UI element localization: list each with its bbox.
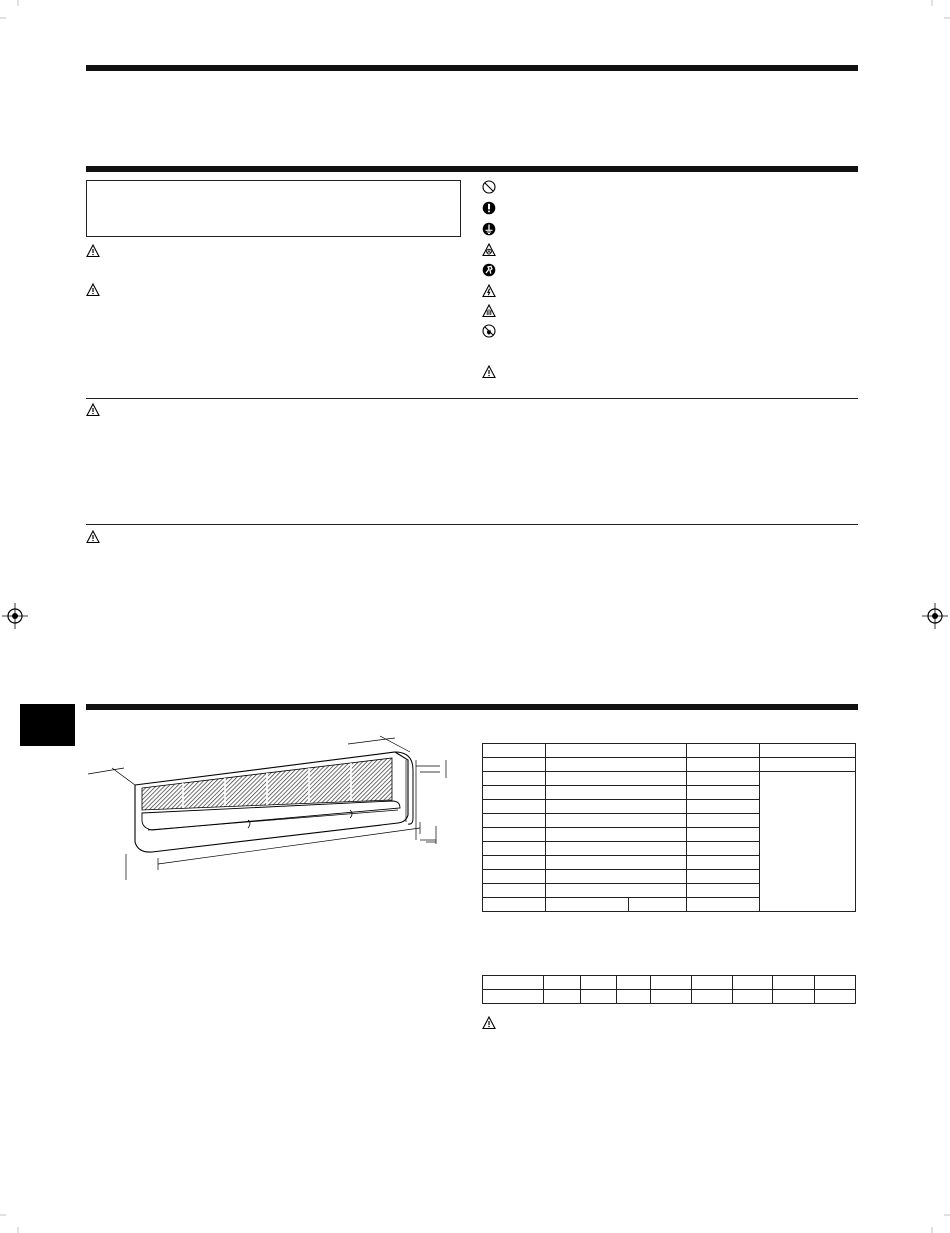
caution-triangle-icon (86, 530, 100, 544)
table-cell (687, 856, 760, 870)
keep-hands-away-icon (482, 263, 496, 277)
language-tab (20, 704, 75, 746)
table-cell (546, 800, 687, 814)
table-cell (687, 758, 760, 772)
table-cell (483, 814, 546, 828)
ground-connection-icon (482, 222, 496, 236)
table-cell (692, 976, 733, 990)
table-cell (760, 744, 856, 758)
mandatory-instruction-icon (482, 201, 496, 215)
table-cell (773, 990, 815, 1004)
notice-box (86, 180, 461, 237)
table-cell (483, 870, 546, 884)
warning-triangle-icon (482, 365, 496, 379)
table-cell (546, 786, 687, 800)
warning-triangle-icon (86, 283, 100, 297)
table-row (483, 990, 856, 1004)
table-cell (544, 976, 581, 990)
table-cell (483, 800, 546, 814)
table-cell (546, 898, 629, 912)
table-cell (687, 800, 760, 814)
table-cell (617, 990, 651, 1004)
table-cell (546, 856, 687, 870)
table-row (483, 976, 856, 990)
header-rule (86, 65, 858, 71)
table-cell (629, 898, 687, 912)
warning-triangle-icon (86, 403, 100, 417)
registration-mark-right-icon (922, 603, 948, 629)
specification-table (482, 743, 856, 912)
table-cell (687, 842, 760, 856)
table-row (483, 772, 856, 786)
table-cell (687, 772, 760, 786)
prohibited-icon (482, 180, 496, 194)
warning-triangle-icon (86, 244, 100, 258)
table-cell (546, 772, 687, 786)
electric-shock-warning-icon (482, 284, 496, 298)
table-cell (687, 744, 760, 758)
divider-1 (86, 398, 858, 399)
table-cell (544, 990, 581, 1004)
table-cell (692, 990, 733, 1004)
table-cell (687, 814, 760, 828)
table-cell (687, 828, 760, 842)
table-cell (581, 976, 617, 990)
table-cell (581, 990, 617, 1004)
table-cell (815, 976, 856, 990)
table-cell (483, 758, 546, 772)
table-cell (483, 976, 544, 990)
table-cell (546, 884, 687, 898)
table-cell (651, 990, 692, 1004)
table-cell (483, 786, 546, 800)
registration-mark-left-icon (2, 603, 28, 629)
model-table (482, 975, 856, 1004)
table-cell (483, 744, 546, 758)
table-cell (546, 814, 687, 828)
table-cell (483, 990, 544, 1004)
table-cell (687, 884, 760, 898)
table-cell (617, 976, 651, 990)
table-cell (773, 976, 815, 990)
table-cell (483, 884, 546, 898)
table-cell (483, 842, 546, 856)
table-cell (760, 772, 856, 912)
table-cell (483, 898, 546, 912)
table-cell (546, 744, 687, 758)
section-2-rule (86, 704, 858, 710)
caution-triangle-icon (482, 1016, 496, 1030)
table-row (483, 758, 856, 772)
table-cell (815, 990, 856, 1004)
table-cell (651, 976, 692, 990)
hot-surface-warning-icon (482, 304, 496, 318)
table-cell (733, 976, 773, 990)
table-cell (483, 828, 546, 842)
table-cell (760, 758, 856, 772)
table-row (483, 744, 856, 758)
section-1-rule (86, 166, 858, 172)
table-cell (483, 772, 546, 786)
table-cell (733, 990, 773, 1004)
table-cell (483, 856, 546, 870)
table-cell (546, 870, 687, 884)
rotating-fan-warning-icon (482, 243, 496, 257)
table-cell (546, 758, 687, 772)
table-cell (546, 842, 687, 856)
indoor-unit-diagram (80, 730, 460, 890)
table-cell (687, 898, 760, 912)
table-cell (687, 870, 760, 884)
table-cell (687, 786, 760, 800)
table-cell (546, 828, 687, 842)
divider-2 (86, 524, 858, 525)
fire-hazard-icon (482, 324, 496, 338)
